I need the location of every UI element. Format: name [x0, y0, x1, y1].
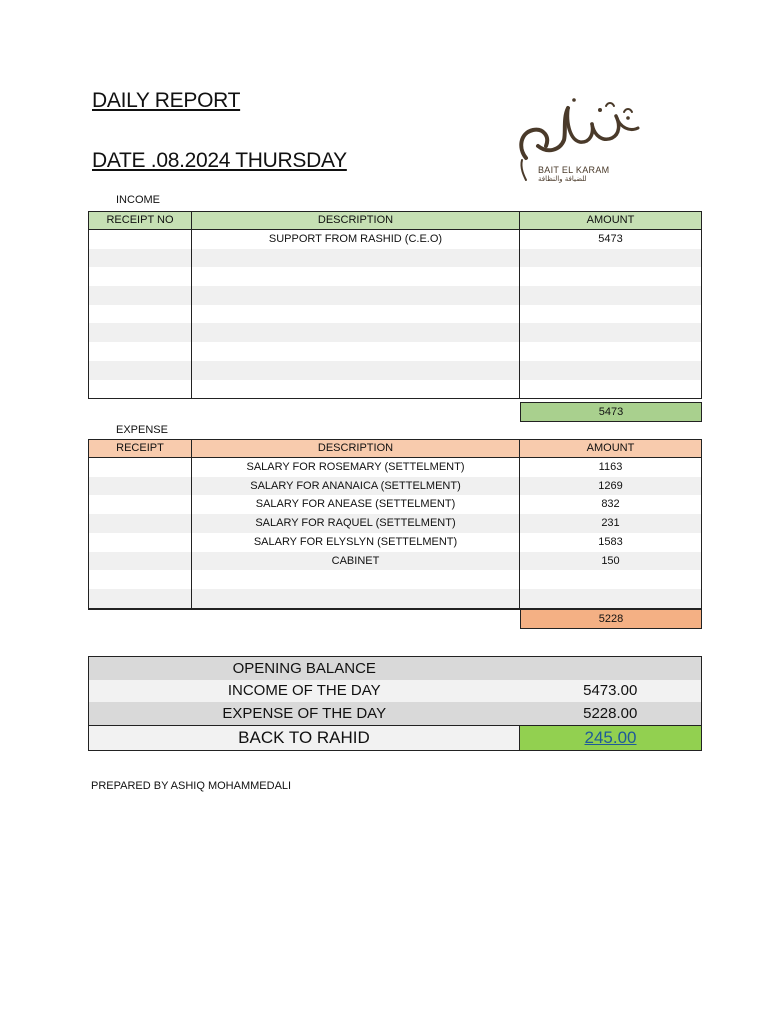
description-cell: SALARY FOR ANANAICA (SETTELMENT): [192, 477, 520, 496]
receipt-cell: [89, 589, 192, 609]
description-cell: SALARY FOR RAQUEL (SETTELMENT): [192, 514, 520, 533]
back-to-rahid-label: BACK TO RAHID: [89, 725, 520, 750]
opening-balance-label: OPENING BALANCE: [89, 657, 520, 680]
amount-cell: 1269: [520, 477, 702, 496]
description-cell: [192, 589, 520, 609]
description-cell: SALARY FOR ANEASE (SETTELMENT): [192, 495, 520, 514]
amount-cell: 1583: [520, 533, 702, 552]
table-row: [89, 514, 702, 533]
table-row: [89, 286, 702, 305]
description-cell: [192, 267, 520, 286]
income-of-day-row: [89, 680, 702, 703]
expense-of-day-value: 5228.00: [520, 702, 702, 725]
receipt-cell: [89, 342, 192, 361]
report-date: DATE .08.2024 THURSDAY: [92, 149, 347, 172]
amount-cell: 1163: [520, 458, 702, 477]
report-title: DAILY REPORT: [92, 89, 241, 112]
amount-cell: 231: [520, 514, 702, 533]
income-header-amount: AMOUNT: [520, 212, 702, 230]
income-header-row: [89, 212, 702, 230]
description-cell: SALARY FOR ROSEMARY (SETTELMENT): [192, 458, 520, 477]
description-cell: [192, 323, 520, 342]
logo-name: BAIT EL KARAM: [538, 165, 610, 175]
table-row: [89, 380, 702, 399]
table-row: [89, 249, 702, 268]
income-of-day-value: 5473.00: [520, 680, 702, 703]
receipt-cell: [89, 570, 192, 589]
description-cell: [192, 570, 520, 589]
table-row: [89, 230, 702, 249]
expense-header-receipt: RECEIPT: [89, 440, 192, 458]
expense-label: EXPENSE: [116, 424, 168, 436]
table-row: [89, 361, 702, 380]
description-cell: SUPPORT FROM RASHID (C.E.O): [192, 230, 520, 249]
description-cell: [192, 286, 520, 305]
receipt-cell: [89, 458, 192, 477]
receipt-cell: [89, 514, 192, 533]
bait-el-karam-logo: [508, 88, 648, 188]
receipt-cell: [89, 286, 192, 305]
description-cell: [192, 249, 520, 268]
amount-cell: 150: [520, 552, 702, 571]
amount-cell: [520, 380, 702, 399]
table-row: [89, 305, 702, 324]
table-row: [89, 323, 702, 342]
summary-table: [88, 656, 702, 751]
receipt-cell: [89, 323, 192, 342]
amount-cell: 832: [520, 495, 702, 514]
receipt-cell: [89, 230, 192, 249]
table-row: [89, 570, 702, 589]
income-header-description: DESCRIPTION: [192, 212, 520, 230]
table-row: [89, 552, 702, 571]
receipt-cell: [89, 267, 192, 286]
description-cell: [192, 361, 520, 380]
description-cell: [192, 305, 520, 324]
expense-total: 5228: [520, 609, 702, 629]
description-cell: [192, 342, 520, 361]
back-to-rahid-value: 245.00: [520, 725, 702, 750]
amount-cell: [520, 249, 702, 268]
amount-cell: [520, 361, 702, 380]
opening-balance-value: [520, 657, 702, 680]
expense-header-row: [89, 440, 702, 458]
receipt-cell: [89, 305, 192, 324]
table-row: [89, 589, 702, 609]
amount-cell: [520, 286, 702, 305]
table-row: [89, 495, 702, 514]
receipt-cell: [89, 380, 192, 399]
expense-of-day-row: [89, 702, 702, 725]
income-table: [88, 211, 702, 399]
amount-cell: [520, 267, 702, 286]
receipt-cell: [89, 552, 192, 571]
description-cell: [192, 380, 520, 399]
income-label: INCOME: [116, 194, 160, 206]
table-row: [89, 342, 702, 361]
expense-header-amount: AMOUNT: [520, 440, 702, 458]
receipt-cell: [89, 495, 192, 514]
amount-cell: 5473: [520, 230, 702, 249]
receipt-cell: [89, 533, 192, 552]
amount-cell: [520, 589, 702, 609]
amount-cell: [520, 570, 702, 589]
receipt-cell: [89, 361, 192, 380]
amount-cell: [520, 342, 702, 361]
table-row: [89, 267, 702, 286]
receipt-cell: [89, 477, 192, 496]
prepared-by: PREPARED BY ASHIQ MOHAMMEDALI: [91, 780, 292, 792]
description-cell: CABINET: [192, 552, 520, 571]
logo-tagline: للضيافة والنظافة: [538, 175, 587, 183]
income-header-receipt: RECEIPT NO: [89, 212, 192, 230]
table-row: [89, 533, 702, 552]
description-cell: SALARY FOR ELYSLYN (SETTELMENT): [192, 533, 520, 552]
table-row: [89, 458, 702, 477]
back-to-rahid-row: [89, 725, 702, 750]
receipt-cell: [89, 249, 192, 268]
expense-header-description: DESCRIPTION: [192, 440, 520, 458]
expense-of-day-label: EXPENSE OF THE DAY: [89, 702, 520, 725]
opening-balance-row: [89, 657, 702, 680]
expense-table: [88, 439, 702, 610]
amount-cell: [520, 323, 702, 342]
income-of-day-label: INCOME OF THE DAY: [89, 680, 520, 703]
income-total: 5473: [520, 402, 702, 422]
amount-cell: [520, 305, 702, 324]
table-row: [89, 477, 702, 496]
